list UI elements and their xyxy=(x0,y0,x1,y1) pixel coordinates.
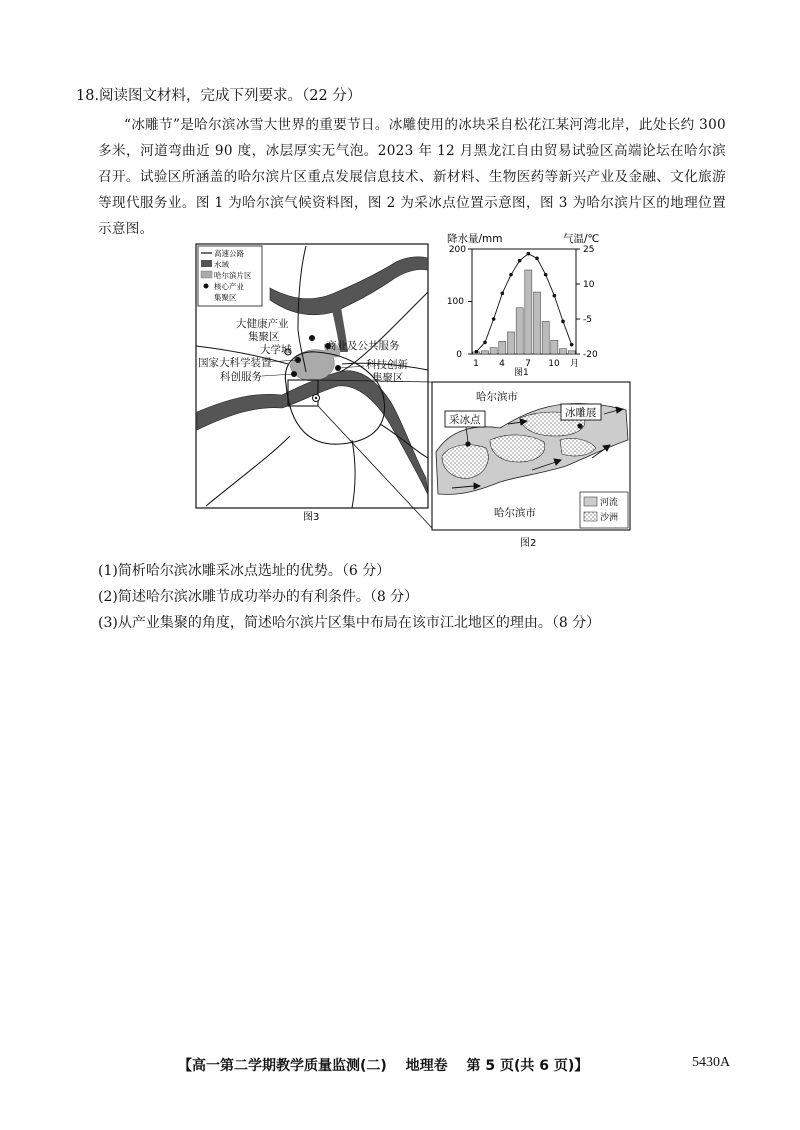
legend-cluster-2: 集聚区 xyxy=(214,293,237,302)
label-health: 大健康产业 xyxy=(236,318,289,330)
temp-point-3 xyxy=(492,317,496,321)
precip-bar-5 xyxy=(507,332,514,354)
chart-left-label: 降水量/mm xyxy=(447,233,503,245)
chart-temperature-line xyxy=(476,254,571,352)
temp-point-6 xyxy=(518,259,522,263)
ice-exhibit-label: 冰雕展 xyxy=(565,407,597,419)
sub-question-2: (2)简述哈尔滨冰雕节成功举办的有利条件。（8 分） xyxy=(98,589,419,605)
figure-2-map xyxy=(432,382,630,549)
ytick-left-0: 0 xyxy=(456,350,462,360)
footer-exam: 【高一第二学期教学质量监测(二) xyxy=(178,1058,387,1074)
fig2-city-bottom: 哈尔滨市 xyxy=(494,507,536,519)
ice-exhibit-dot xyxy=(577,423,582,428)
precip-bar-11 xyxy=(559,349,566,354)
legend-sandbar-swatch xyxy=(584,512,597,521)
center-dot xyxy=(315,397,317,399)
temp-point-9 xyxy=(544,273,548,277)
precip-bar-4 xyxy=(499,341,506,354)
temp-point-2 xyxy=(483,341,487,345)
precip-bar-6 xyxy=(516,308,523,354)
temp-point-12 xyxy=(570,343,574,347)
question-paragraph: “冰雕节”是哈尔滨冰雪大世界的重要节日。冰雕使用的冰块采自松花江某河湾北岸，此处长约 300 多米，河道弯曲近 90 度，冰层厚实无气泡。2023 年 12 月黑龙江自由贸易试验区高端论坛在哈尔滨召开。试验区所涵盖的哈尔滨片区重点发展信息技术、新材料、生物医药等新兴产业及金融、文化旅游等现代服务业。图 1 为哈尔滨气候资料图，图 2 为采冰点位置示意图，图 3 为哈尔滨片区的地理位置示意图。 xyxy=(98,117,726,237)
fig3-caption: 图3 xyxy=(303,512,320,523)
footer-code: 5430A xyxy=(692,1055,731,1070)
sub-question-3: (3)从产业集聚的角度，简述哈尔滨片区集中布局在该市江北地区的理由。（8 分） xyxy=(98,615,601,631)
label-science-device: 国家大科学装置 xyxy=(198,357,272,369)
ytick-right-m5: -5 xyxy=(583,315,592,325)
question-title: 18.阅读图文材料，完成下列要求。（22 分） xyxy=(76,88,362,104)
x-axis-unit: 月 xyxy=(570,359,580,369)
chart-caption: 图1 xyxy=(514,368,529,378)
page-footer xyxy=(178,1055,602,1075)
footer-subject: 地理卷 xyxy=(405,1058,448,1074)
label-tech: 科技创新 xyxy=(366,359,408,371)
chart-temperature-points xyxy=(475,252,574,354)
ytick-right-m20: -20 xyxy=(583,350,598,360)
label-health-2: 集聚区 xyxy=(248,331,280,343)
legend-water-swatch xyxy=(201,260,212,267)
ice-point-label: 采冰点 xyxy=(449,414,481,426)
figure-1-chart xyxy=(447,232,600,378)
label-university: 大学城 xyxy=(260,344,292,356)
legend-highway: 高速公路 xyxy=(214,249,244,258)
chart-right-label: 气温/℃ xyxy=(563,233,600,245)
temp-point-11 xyxy=(561,320,565,324)
temp-point-8 xyxy=(535,257,539,261)
precip-bar-9 xyxy=(542,321,549,354)
precip-bar-12 xyxy=(568,351,575,354)
xtick-10: 10 xyxy=(548,359,560,369)
precip-bar-3 xyxy=(490,348,497,354)
cluster-dot-health xyxy=(309,335,315,341)
legend-zone-swatch xyxy=(201,271,212,278)
ice-point-dot xyxy=(465,441,470,446)
legend-river-swatch xyxy=(584,497,597,506)
legend-cluster-1: 核心产业 xyxy=(214,282,244,291)
label-tech-2: 集聚区 xyxy=(372,372,404,384)
ytick-right-25: 25 xyxy=(583,245,595,255)
xtick-4: 4 xyxy=(499,359,505,369)
xtick-7: 7 xyxy=(525,359,531,369)
label-commerce: 商业及公共服务 xyxy=(326,340,400,352)
precip-bar-10 xyxy=(551,340,558,354)
temp-point-7 xyxy=(527,252,531,256)
xtick-1: 1 xyxy=(473,359,479,369)
legend-sandbar: 沙洲 xyxy=(600,513,619,523)
precip-bar-8 xyxy=(533,292,540,354)
temp-point-10 xyxy=(553,294,557,298)
precip-bar-7 xyxy=(525,270,532,354)
legend-zone: 哈尔滨片区 xyxy=(214,271,252,280)
ytick-right-10: 10 xyxy=(583,280,595,290)
precip-bar-2 xyxy=(481,351,488,354)
fig2-caption: 图2 xyxy=(520,538,537,549)
label-innovation: 科创服务 xyxy=(220,371,262,383)
footer-page: 第 5 页(共 6 页)】 xyxy=(466,1058,589,1074)
temp-point-1 xyxy=(475,350,479,354)
legend-river: 河流 xyxy=(600,498,619,508)
fig2-city-top: 哈尔滨市 xyxy=(476,391,518,403)
temp-point-4 xyxy=(501,292,505,296)
legend-water: 水域 xyxy=(214,260,229,269)
ytick-left-200: 200 xyxy=(448,245,466,255)
legend-cluster-swatch xyxy=(204,284,209,289)
temp-point-5 xyxy=(509,273,513,277)
ytick-left-100: 100 xyxy=(446,297,464,307)
chart-plot-area xyxy=(472,249,576,354)
figure-3-map xyxy=(196,244,432,528)
sub-question-1: (1)简析哈尔滨冰雕采冰点选址的优势。（6 分） xyxy=(98,563,391,579)
